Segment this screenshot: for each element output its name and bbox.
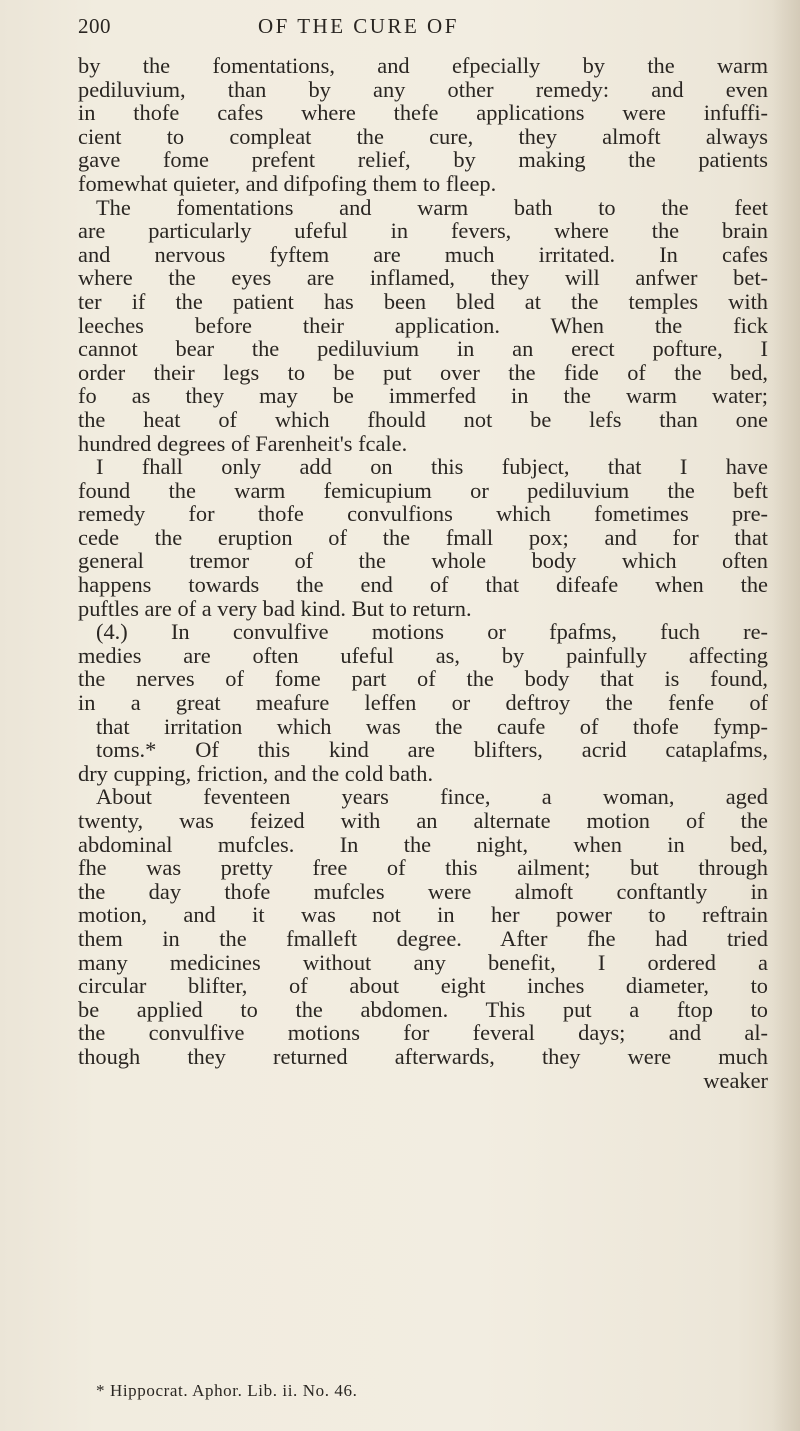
text-line: are particularly ufeful in fevers, where the brain [78, 218, 768, 244]
text-line: general tremor of the whole body which often [78, 548, 768, 574]
text-line: motion, and it was not in her power to reftrain [78, 902, 768, 928]
text-line: pediluvium, than by any other remedy: and even [78, 76, 768, 102]
text-line: be applied to the abdomen. This put a ftop to [78, 996, 768, 1022]
text-line: and nervous fyftem are much irritated. In cafes [78, 241, 768, 267]
text-line: found the warm femicupium or pediluvium the beft [78, 477, 768, 503]
text-line: twenty, was feized with an alternate motion of the [78, 808, 768, 833]
text-line: in a great meafure leffen or deftroy the fenfe of [78, 690, 768, 716]
text-line: toms.* Of this kind are blifters, acrid cataplafms, [96, 737, 768, 763]
text-line: in thofe cafes where thefe applications were infuffi- [78, 100, 768, 126]
text-line: cannot bear the pediluvium in an erect pofture, I [78, 336, 768, 362]
body-text [78, 54, 768, 1092]
text-line: The fomentations and warm bath to the feet [96, 194, 768, 220]
text-line: cient to compleat the cure, they almoft always [78, 123, 768, 149]
page-edge-shadow [772, 0, 800, 1431]
text-line: puftles are of a very bad kind. But to return. [78, 595, 472, 621]
text-line: by the fomentations, and efpecially by the warm [78, 53, 768, 78]
text-line: order their legs to be put over the fide of the bed, [78, 359, 768, 385]
text-line: the nerves of fome part of the body that is found, [78, 666, 768, 692]
text-line: the heat of which fhould not be lefs than one [78, 406, 768, 432]
text-line: fhe was pretty free of this ailment; but through [78, 855, 768, 881]
text-line: happens towards the end of that difeafe when the [78, 572, 768, 598]
text-line: many medicines without any benefit, I ordered a [78, 949, 768, 975]
text-line: cede the eruption of the fmall pox; and for that [78, 524, 768, 550]
text-line: medies are often ufeful as, by painfully affecting [78, 642, 768, 668]
text-line: ter if the patient has been bled at the temples with [78, 288, 768, 314]
text-line: abdominal mufcles. In the night, when in bed, [78, 831, 768, 857]
text-line: hundred degrees of Farenheit's fcale. [78, 430, 408, 456]
catchword: weaker [703, 1067, 768, 1093]
text-line: fo as they may be immerfed in the warm water; [78, 383, 768, 409]
text-line: the convulfive motions for feveral days; and al- [78, 1020, 768, 1046]
page-number: 200 [78, 14, 111, 38]
text-line: circular blifter, of about eight inches diameter, to [78, 973, 768, 999]
text-line: I fhall only add on this fubject, that I have [96, 454, 768, 480]
text-line: that irritation which was the caufe of thofe fymp- [96, 713, 768, 739]
text-line: gave fome prefent relief, by making the patients [78, 147, 768, 173]
text-line: About feventeen years fince, a woman, aged [96, 784, 768, 810]
text-line: dry cupping, friction, and the cold bath. [78, 760, 434, 786]
text-line: the day thofe mufcles were almoft conftantly in [78, 878, 768, 904]
footnote: * Hippocrat. Aphor. Lib. ii. No. 46. [96, 1381, 358, 1400]
text-line: remedy for thofe convulfions which fometimes pre- [78, 501, 768, 527]
text-line: fomewhat quieter, and difpofing them to fleep. [78, 170, 497, 196]
text-line: where the eyes are inflamed, they will anfwer bet- [78, 265, 768, 291]
text-line: (4.) In convulfive motions or fpafms, fuch re- [96, 619, 768, 645]
page-header [78, 14, 778, 44]
text-line: though they returned afterwards, they were much [78, 1043, 768, 1069]
running-head: OF THE CURE OF [258, 14, 459, 38]
text-line: leeches before their application. When the fick [78, 312, 768, 338]
text-line: them in the fmalleft degree. After fhe had tried [78, 925, 768, 951]
